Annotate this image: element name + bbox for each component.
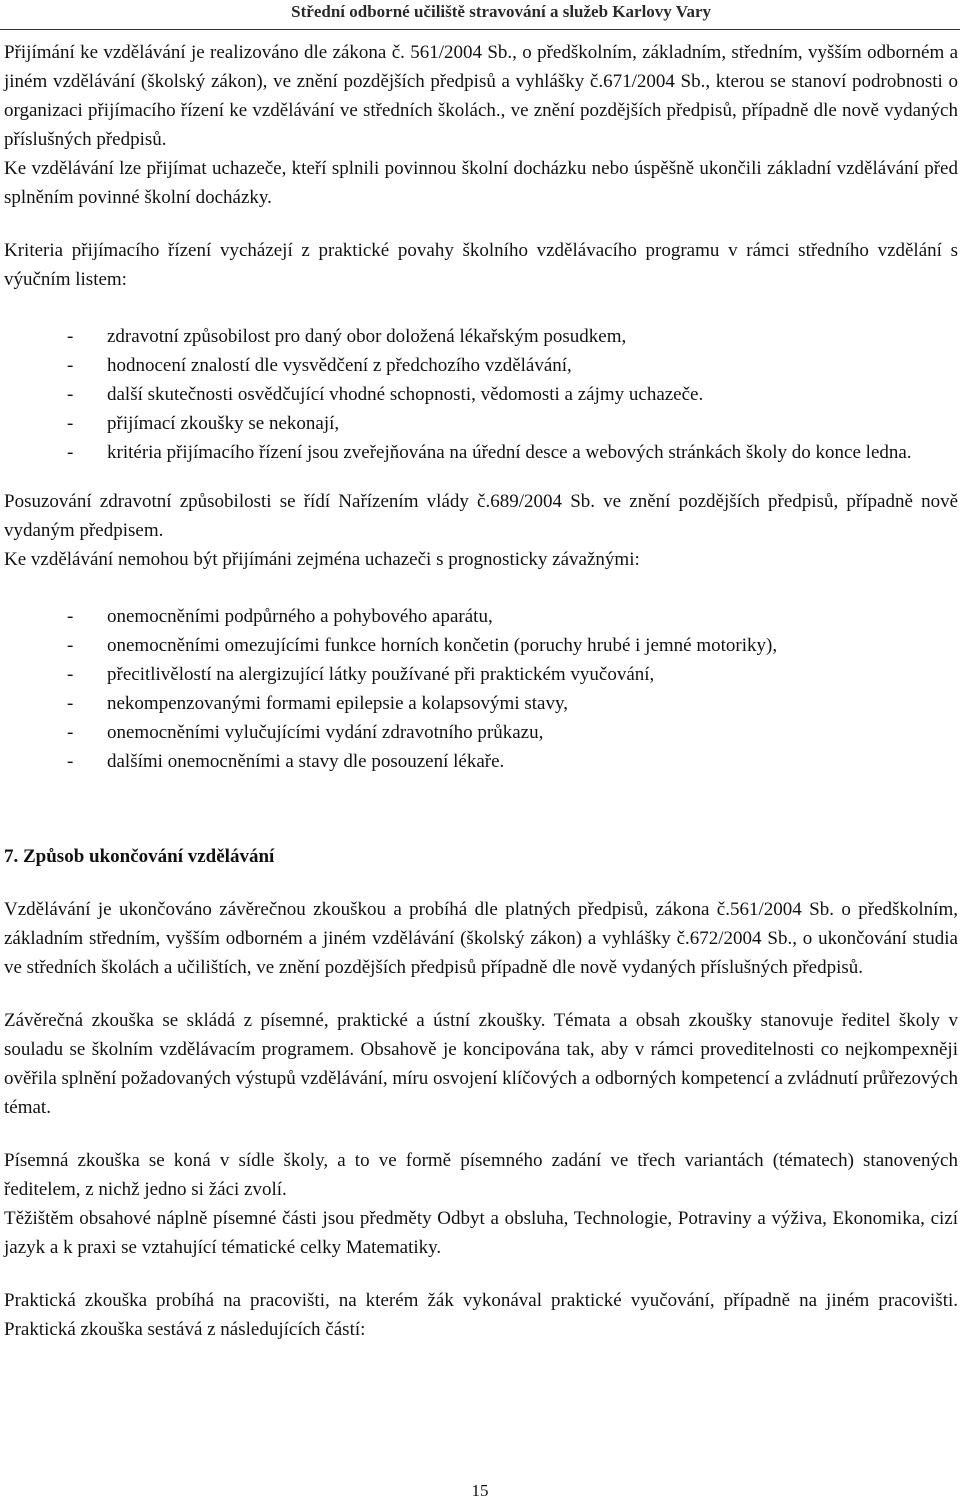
list-item: - onemocněními omezujícími funkce horních končetin (poruchy hrubé i jemné motoriky), <box>67 635 778 656</box>
paragraph-admission-law: Přijímání ke vzdělávání je realizováno dle zákona č. 561/2004 Sb., o předškolním, základním, středním, vyšším odborném a jiném vzdělávání (školský zákon), ve znění pozdějších předpisů a vyhlášky č.671/2004 Sb., kterou se stanoví podrobnosti o organizaci přijímacího řízení ke vzdělávání ve středních školách., ve znění pozdějších předpisů, případně dle nově vydaných příslušných předpisů. <box>4 42 958 150</box>
header-title: Střední odborné učiliště stravování a služeb Karlovy Vary <box>291 2 711 21</box>
paragraph-final-exam: Závěrečná zkouška se skládá z písemné, praktické a ústní zkoušky. Témata a obsah zkoušky stanovuje ředitel školy v souladu se školním vzdělávacím programem. Obsahově je koncipována tak, aby v rámci proveditelnosti co nejkompexněji ověřila splnění požadovaných výstupů vzdělávání, míru osvojení klíčových a odborných kompetencí a zvládnutí průřezových témat. <box>4 1010 958 1118</box>
list-item: - onemocněními podpůrného a pohybového aparátu, <box>67 606 493 627</box>
list-item: - přijímací zkoušky se nekonají, <box>67 413 340 434</box>
paragraph-written-content: Těžištěm obsahové náplně písemné části jsou předměty Odbyt a obsluha, Technologie, Potraviny a výživa, Ekonomika, cizí jazyk a k praxi se vztahující tématické celky Matematiky. <box>4 1208 958 1258</box>
page-header <box>0 0 960 30</box>
page-number: 15 <box>471 1481 489 1500</box>
list-item: - přecitlivělostí na alergizující látky používané při praktickém vyučování, <box>67 664 655 685</box>
paragraph-exclusions: Ke vzdělávání nemohou být přijímáni zejména uchazeči s prognosticky závažnými: <box>4 549 640 570</box>
list-item: - onemocněními vylučujícími vydání zdravotního průkazu, <box>67 722 544 743</box>
paragraph-admission-eligibility: Ke vzdělávání lze přijímat uchazeče, kteří splnili povinnou školní docházku nebo úspěšně ukončili základní vzdělávání před splněním povinné školní docházky. <box>4 158 958 208</box>
paragraph-practical-exam: Praktická zkouška probíhá na pracovišti, na kterém žák vykonával praktické vyučování, případně na jiném pracovišti. Praktická zkouška sestává z následujících částí: <box>4 1290 958 1340</box>
list-item: - zdravotní způsobilost pro daný obor doložená lékařským posudkem, <box>67 326 627 347</box>
paragraph-admission-criteria: Kriteria přijímacího řízení vycházejí z praktické povahy školního vzdělávacího programu v rámci středního vzdělání s výučním listem: <box>4 240 958 290</box>
paragraph-written-exam: Písemná zkouška se koná v sídle školy, a to ve formě písemného zadání ve třech variantách (tématech) stanovených ředitelem, z nichž jedno si žáci zvolí. <box>4 1150 958 1200</box>
list-item: - dalšími onemocněními a stavy dle posouzení lékaře. <box>67 751 505 772</box>
document-body <box>4 38 958 1344</box>
list-item: - kritéria přijímacího řízení jsou zveřejňována na úřední desce a webových stránkách školy do konce ledna. <box>67 442 912 463</box>
list-item: - hodnocení znalostí dle vysvědčení z předchozího vzdělávání, <box>67 355 572 376</box>
paragraph-health-fitness: Posuzování zdravotní způsobilosti se řídí Nařízením vlády č.689/2004 Sb. ve znění pozdějších předpisů, případně nově vydaným předpisem. <box>4 491 958 541</box>
paragraph-completion: Vzdělávání je ukončováno závěrečnou zkouškou a probíhá dle platných předpisů, zákona č.561/2004 Sb. o předškolním, základním středním, vyšším odborném a jiném vzdělávání (školský zákon) a vyhlášky č.672/2004 Sb., o ukončování studia ve středních školách a učilištích, ve znění pozdějších předpisů případně dle nově vydaných příslušných předpisů. <box>4 899 958 978</box>
exclusion-list <box>4 602 958 776</box>
list-item: - nekompenzovanými formami epilepsie a kolapsovými stavy, <box>67 693 568 714</box>
section-heading: 7. Způsob ukončování vzdělávání <box>4 846 275 867</box>
criteria-list <box>4 322 958 467</box>
list-item: - další skutečnosti osvědčující vhodné schopnosti, vědomosti a zájmy uchazeče. <box>67 384 704 405</box>
